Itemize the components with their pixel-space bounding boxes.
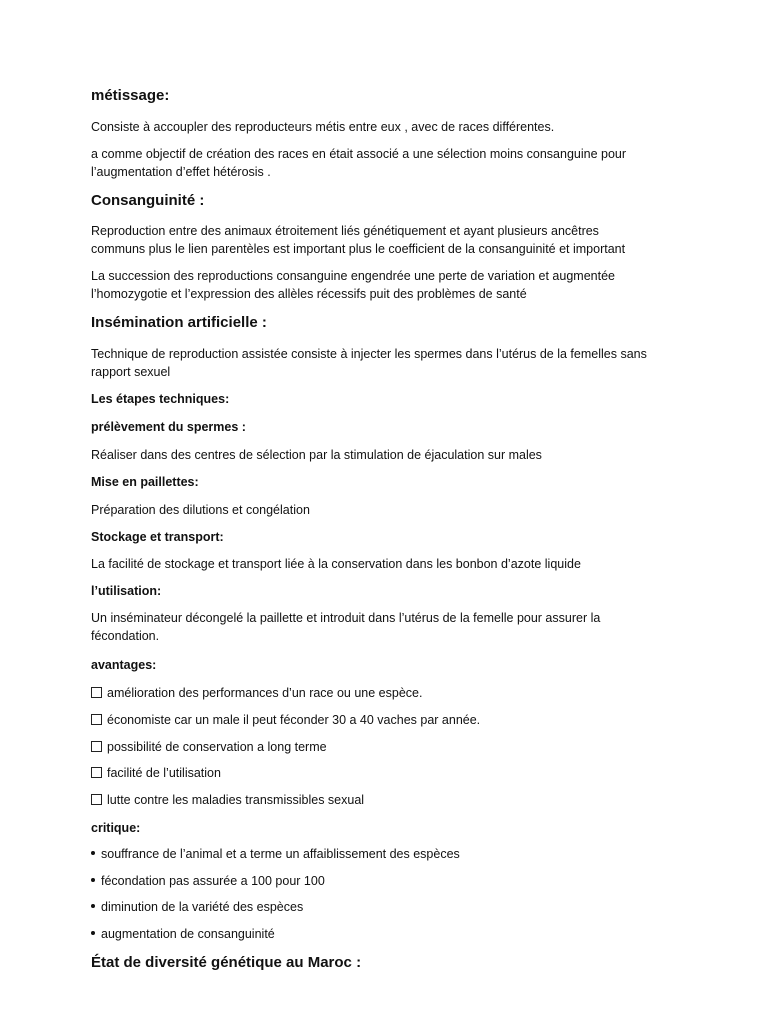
list-item: lutte contre les maladies transmissibles sexual — [91, 791, 364, 809]
list-item: diminution de la variété des espèces — [91, 898, 303, 916]
bullet-icon — [91, 878, 95, 882]
subheading-avantages: avantages: — [91, 658, 157, 672]
paragraph: Technique de reproduction assistée consiste à injecter les spermes dans l’utérus de la femelles sans — [91, 347, 647, 361]
paragraph: Préparation des dilutions et congélation — [91, 503, 310, 517]
subheading-critique: critique: — [91, 821, 141, 835]
subheading-etapes: Les étapes techniques: — [91, 392, 230, 406]
checkbox-icon — [91, 767, 102, 778]
paragraph: l’augmentation d’effet hétérosis . — [91, 165, 271, 179]
paragraph: La facilité de stockage et transport liée à la conservation dans les bonbon d’azote liquide — [91, 557, 581, 571]
paragraph: a comme objectif de création des races en était associé a une sélection moins consanguine pour — [91, 147, 627, 161]
paragraph: rapport sexuel — [91, 365, 171, 379]
subheading-paillettes: Mise en paillettes: — [91, 475, 199, 489]
checkbox-icon — [91, 794, 102, 805]
heading-insemination: Insémination artificielle : — [91, 314, 267, 331]
list-item: souffrance de l’animal et a terme un affaiblissement des espèces — [91, 845, 460, 863]
subheading-utilisation: l’utilisation: — [91, 584, 162, 598]
checkbox-icon — [91, 714, 102, 725]
heading-consanguinite: Consanguinité : — [91, 192, 205, 209]
list-item: fécondation pas assurée a 100 pour 100 — [91, 872, 325, 890]
bullet-icon — [91, 904, 95, 908]
paragraph: fécondation. — [91, 629, 160, 643]
heading-metissage: métissage: — [91, 87, 170, 104]
list-item: augmentation de consanguinité — [91, 925, 275, 943]
paragraph: communs plus le lien parentèles est important plus le coefficient de la consanguinité et important — [91, 242, 626, 256]
paragraph: l’homozygotie et l’expression des allèles récessifs puit des problèmes de santé — [91, 287, 527, 301]
checkbox-icon — [91, 741, 102, 752]
bullet-icon — [91, 851, 95, 855]
subheading-stockage: Stockage et transport: — [91, 530, 224, 544]
subheading-prelevement: prélèvement du spermes : — [91, 420, 246, 434]
bullet-icon — [91, 931, 95, 935]
paragraph: Reproduction entre des animaux étroitement liés génétiquement et ayant plusieurs ancêtres — [91, 224, 599, 238]
paragraph: Un inséminateur décongelé la paillette et introduit dans l’utérus de la femelle pour assurer la — [91, 611, 601, 625]
list-item: économiste car un male il peut féconder 30 a 40 vaches par année. — [91, 711, 480, 729]
list-item: facilité de l’utilisation — [91, 764, 221, 782]
list-item: amélioration des performances d’un race ou une espèce. — [91, 684, 422, 702]
paragraph: Réaliser dans des centres de sélection par la stimulation de éjaculation sur males — [91, 448, 542, 462]
paragraph: La succession des reproductions consanguine engendrée une perte de variation et augmentée — [91, 269, 615, 283]
list-item: possibilité de conservation a long terme — [91, 738, 327, 756]
paragraph: Consiste à accoupler des reproducteurs métis entre eux , avec de races différentes. — [91, 120, 555, 134]
heading-maroc: État de diversité génétique au Maroc : — [91, 954, 362, 971]
checkbox-icon — [91, 687, 102, 698]
